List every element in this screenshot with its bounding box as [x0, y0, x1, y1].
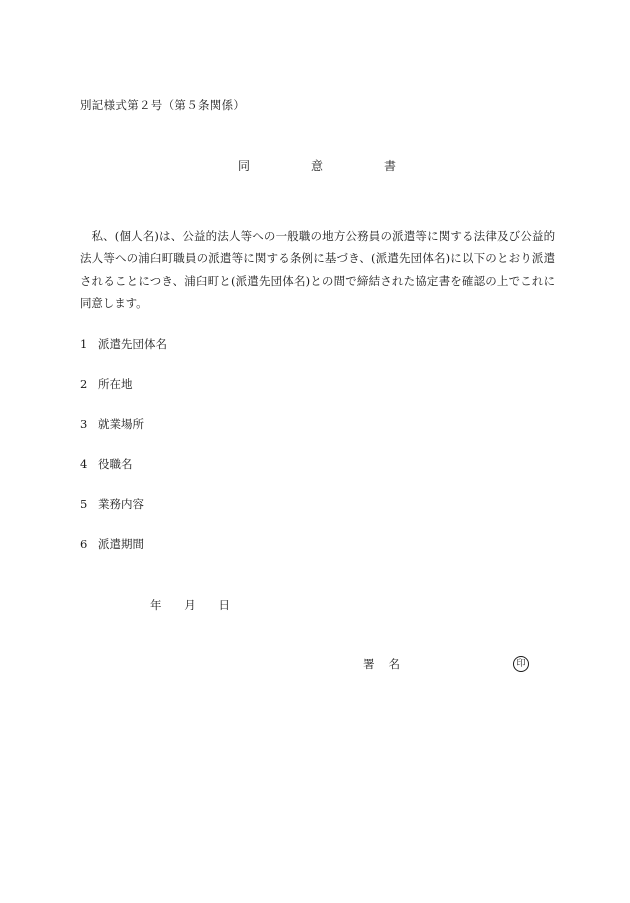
date-year: 年	[150, 598, 162, 612]
item-list	[80, 336, 167, 576]
item-label: 業務内容	[98, 497, 144, 511]
item-label: 派遣先団体名	[98, 337, 167, 351]
item-number: 6	[80, 537, 88, 551]
signature-char: 名	[388, 657, 400, 671]
list-item	[80, 536, 167, 576]
date-month: 月	[184, 598, 196, 612]
item-number: 5	[80, 497, 88, 511]
item-number: 1	[80, 337, 88, 351]
signature-label	[363, 656, 400, 672]
item-label: 派遣期間	[98, 537, 144, 551]
date-day: 日	[218, 598, 230, 612]
item-label: 就業場所	[98, 417, 144, 431]
list-item	[80, 376, 167, 416]
consent-statement: 私、(個人名)は、公益的法人等への一般職の地方公務員の派遣等に関する法律及び公益的法人等への浦臼町職員の派遣等に関する条例に基づき、(派遣先団体名)に以下のとおり派遣されることにつき、浦臼町と(派遣先団体名)との間で締結された協定書を確認の上でこれに同意します。	[80, 228, 555, 310]
signature-line	[363, 656, 529, 674]
document-title	[238, 157, 396, 174]
title-char: 同	[238, 159, 251, 173]
list-item	[80, 456, 167, 496]
title-char: 意	[310, 159, 323, 173]
list-item	[80, 336, 167, 376]
signature-char: 署	[363, 657, 375, 671]
item-number: 2	[80, 377, 88, 391]
date-line	[150, 597, 230, 613]
item-label: 役職名	[98, 457, 133, 471]
item-label: 所在地	[98, 377, 133, 391]
item-number: 3	[80, 417, 88, 431]
list-item	[80, 496, 167, 536]
seal-icon: 印	[513, 656, 529, 672]
item-number: 4	[80, 457, 88, 471]
title-char: 書	[383, 159, 396, 173]
form-reference: 別記様式第２号（第５条関係）	[80, 98, 246, 112]
list-item	[80, 416, 167, 456]
